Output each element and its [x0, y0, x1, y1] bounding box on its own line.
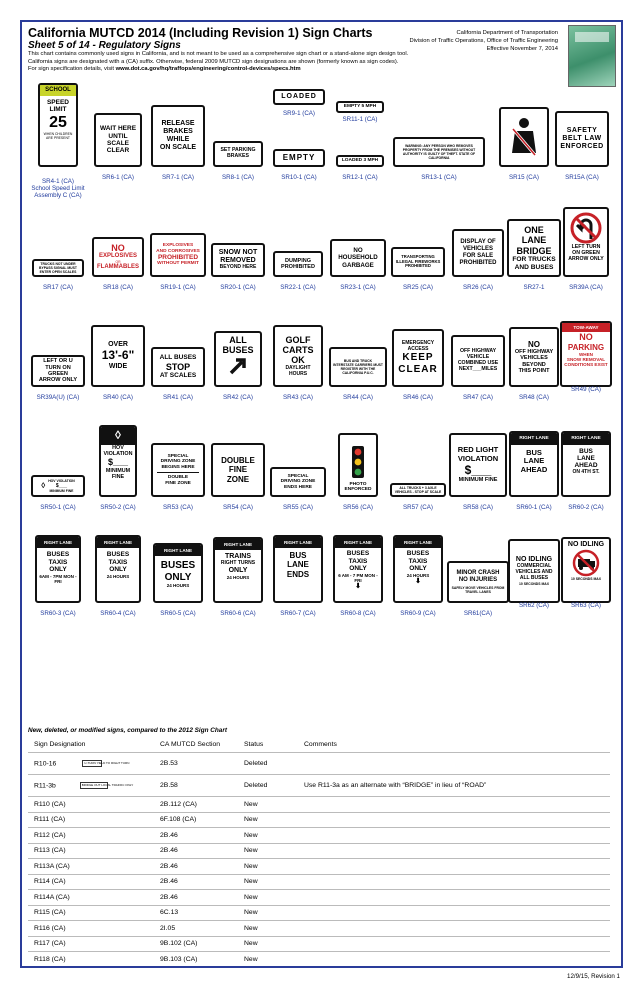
sign-cell: [268, 415, 328, 511]
sign-display-vehicles-prohibited: DISPLAY OF VEHICLES FOR SALE PROHIBITED: [452, 229, 504, 277]
sign-left-or-u-turn: LEFT OR U TURN ON GREEN ARROW ONLY: [31, 355, 85, 387]
sign-release-brakes: RELEASE BRAKES WHILE ON SCALE: [151, 105, 205, 167]
sign-code: SR8-1 (CA): [222, 174, 254, 181]
sign-code: SR10-1 (CA): [281, 174, 317, 181]
sign-cell: [328, 415, 388, 511]
sign-code: SR56 (CA): [343, 504, 373, 511]
sign-cell: [148, 85, 208, 181]
sign-thumbnail: BRIDGE OUT LOCAL TRAFFIC ONLY: [80, 782, 108, 790]
changes-section: [28, 727, 618, 967]
traffic-signal-icon: [351, 446, 365, 478]
table-row: R113 (CA) 2B.46 New: [28, 843, 610, 859]
sign-red-light-violation: RED LIGHT VIOLATION $___ MINIMUM FINE: [449, 433, 507, 497]
sign-hov-violation-horizontal: ◊ HOV VIOLATION $___ MINIMUM FINE: [31, 475, 85, 497]
sign-code: SR4-1 (CA) School Speed Limit Assembly C (CA): [31, 178, 85, 199]
sign-cell: [504, 415, 564, 511]
sign-one-lane-bridge: ONE LANE BRIDGE FOR TRUCKS AND BUSES: [507, 219, 561, 277]
sign-cell: [328, 305, 388, 401]
sign-bus-lane-ahead-street: RIGHT LANE BUS LANE AHEAD ON 4TH ST.: [561, 431, 611, 497]
sign-code: SR9-1 (CA): [283, 110, 315, 117]
sign-code: SR15 (CA): [509, 174, 539, 181]
sign-row-3: [28, 305, 612, 401]
sign-school-speed-limit: SCHOOL SPEED LIMIT 25 WHEN CHILDREN ARE PRESENT: [38, 83, 78, 167]
sign-code: SR60-5 (CA): [160, 610, 196, 617]
sign-code: SR27-1: [523, 284, 545, 291]
sign-cell: [28, 85, 88, 199]
sign-code: SR39A(U) (CA): [36, 394, 80, 401]
sign-no-ohv: NO OFF HIGHWAY VEHICLES BEYOND THIS POINT: [509, 327, 559, 387]
sign-cell: [390, 85, 488, 181]
sign-cell: [88, 305, 148, 401]
sign-cell: [552, 85, 612, 181]
manual-cover-thumbnail: [568, 25, 616, 87]
sign-special-driving-zone-begins: SPECIAL DRIVING ZONE BEGINS HERE DOUBLE FINE ZONE: [151, 443, 205, 497]
table-row: R110 (CA) 2B.112 (CA) New: [28, 797, 610, 813]
column-header: Status: [238, 737, 298, 753]
sign-cell: [268, 85, 330, 181]
sign-cell: [388, 305, 448, 401]
sign-loaded: LOADED: [273, 89, 325, 105]
intro-text: This chart contains commonly used signs in California, and is not meant to be used as a comprehensive sign chart or a stand-alone sign design tool. California signs are designated with a (CA) suffix. Otherwise, federal 2009 MUTCD sign designations are shown (formerly known as sign codes). For sign specification details, visit www.dot.ca.gov/hq/traffops/engineering/control-devices/specs.htm: [28, 51, 409, 73]
sign-code: SR60-6 (CA): [220, 610, 256, 617]
table-row: R114A (CA) 2B.46 New: [28, 890, 610, 906]
sign-cell: [148, 305, 208, 401]
sign-cell: [328, 521, 388, 617]
sign-cell: [268, 521, 328, 617]
sign-code: SR58 (CA): [463, 504, 493, 511]
sign-code: SR17 (CA): [43, 284, 73, 291]
sign-cell: [388, 195, 448, 291]
table-row: R114 (CA) 2B.46 New: [28, 874, 610, 890]
table-header-row: [28, 737, 610, 753]
sign-code: SR57 (CA): [403, 504, 433, 511]
sign-photo-enforced: PHOTO ENFORCED: [338, 433, 378, 497]
sign-code: SR55 (CA): [283, 504, 313, 511]
sign-set-parking-brakes: SET PARKING BRAKES: [213, 141, 263, 167]
sign-buses-taxis-24h: RIGHT LANE BUSES TAXIS ONLY 24 HOURS: [95, 535, 141, 603]
column-header: Sign Designation: [28, 737, 120, 753]
sign-code: SR60-4 (CA): [100, 610, 136, 617]
table-row: R115 (CA) 6C.13 New: [28, 905, 610, 921]
sign-cell: [494, 85, 554, 181]
sign-code: SR60-3 (CA): [40, 610, 76, 617]
sign-cell: [88, 195, 148, 291]
sign-cell: [330, 85, 390, 181]
sign-row-4: [28, 415, 612, 511]
sign-cell: [448, 415, 508, 511]
sign-code: SR13-1 (CA): [421, 174, 457, 181]
sign-cell: [556, 521, 616, 617]
spec-link[interactable]: www.dot.ca.gov/hq/traffops/engineering/control-devices/specs.htm: [115, 66, 301, 73]
sign-bus-lane-ends: RIGHT LANE BUS LANE ENDS: [273, 535, 323, 603]
sign-no-household-garbage: NO HOUSEHOLD GARBAGE: [330, 239, 386, 277]
sign-code: SR25 (CA): [403, 284, 433, 291]
sign-empty-5-mph: EMPTY 5 MPH: [336, 101, 384, 113]
sign-code: SR60-9 (CA): [400, 610, 436, 617]
page-title: California MUTCD 2014 (Including Revision 1) Sign Charts: [28, 26, 373, 40]
diagonal-arrow-icon: [228, 356, 248, 376]
sign-cell: [88, 415, 148, 511]
sign-cell: [148, 521, 208, 617]
sign-carriers-register: BUS AND TRUCK INTERSTATE CARRIERS MUST REGISTER WITH THE CALIFORNIA P.U.C.: [329, 347, 387, 387]
sign-cell: [268, 195, 328, 291]
sign-cell: [28, 305, 88, 401]
sign-all-buses-stop: ALL BUSES STOP AT SCALES: [151, 347, 205, 387]
sign-cell: [28, 521, 88, 617]
sign-loaded-3-mph: LOADED 3 MPH: [336, 155, 384, 167]
revision-date: 12/9/15, Revision 1: [567, 973, 620, 980]
sign-empty: EMPTY: [273, 149, 325, 167]
sign-code: SR62 (CA): [519, 602, 549, 609]
sign-cell: [388, 521, 448, 617]
page-subtitle: Sheet 5 of 14 - Regulatory Signs: [28, 40, 181, 51]
table-row: R116 (CA) 2I.05 New: [28, 921, 610, 937]
sign-no-idling-symbol: NO IDLING 10 SECONDS MAX: [561, 537, 611, 603]
sign-code: SR15A (CA): [565, 174, 599, 181]
sign-trucks-stop-at-scale: ALL TRUCKS + 3 AXLE VEHICLES - STOP AT SCALE: [390, 483, 446, 497]
sign-buses-taxis-arrow-6am: RIGHT LANE BUSES TAXIS ONLY 6 AM - 7 PM MON - FRI ⬇: [333, 535, 383, 603]
sign-special-driving-zone-ends: SPECIAL DRIVING ZONE ENDS HERE: [270, 467, 326, 497]
sign-code: SR60-1 (CA): [516, 504, 552, 511]
diamond-icon: ◊: [101, 427, 135, 445]
sign-no-idling-commercial: NO IDLING COMMERCIAL VEHICLES AND ALL BUSES 10 SECONDS MAX: [508, 539, 560, 603]
arrow-down-icon: ⬇: [415, 578, 421, 586]
sign-code: SR40 (CA): [103, 394, 133, 401]
sign-ohv-combined-use: OFF HIGHWAY VEHICLE COMBINED USE NEXT___MILES: [451, 335, 505, 387]
sign-hov-violation-vertical: ◊ HOV VIOLATION $___ MINIMUM FINE: [99, 425, 137, 497]
table-row: R118 (CA) 9B.103 (CA) New: [28, 952, 610, 968]
column-header: Comments: [298, 737, 610, 753]
sign-code: SR48 (CA): [519, 394, 549, 401]
sign-code: SR6-1 (CA): [102, 174, 134, 181]
sign-explosives-prohibited: EXPLOSIVES AND CORROSIVES PROHIBITED WITHOUT PERMIT: [150, 233, 206, 277]
column-header: CA MUTCD Section: [120, 737, 238, 753]
sign-code: SR7-1 (CA): [162, 174, 194, 181]
sign-code: SR50-1 (CA): [40, 504, 76, 511]
sign-cell: [268, 305, 328, 401]
sign-emergency-access: EMERGENCY ACCESS KEEP CLEAR: [392, 329, 444, 387]
sign-cell: [208, 195, 268, 291]
sign-code: SR22-1 (CA): [280, 284, 316, 291]
sign-cell: [448, 195, 508, 291]
sign-code: SR50-2 (CA): [100, 504, 136, 511]
sign-cell: [208, 521, 268, 617]
sign-row-5: [28, 521, 612, 617]
sign-snow-not-removed: SNOW NOT REMOVED BEYOND HERE: [211, 243, 265, 277]
sign-over-width: OVER 13'-6" WIDE: [91, 325, 145, 387]
sign-code: SR60-7 (CA): [280, 610, 316, 617]
table-row: R11-3b BRIDGE OUT LOCAL TRAFFIC ONLY 2B.58 Deleted Use R11-3a as an alternate with “BRIDGE” in lieu of “ROAD”: [28, 775, 610, 797]
table-row: R10-16 U-TURN YIELD TO RIGHT TURN 2B.53 Deleted: [28, 753, 610, 775]
sign-cell: [556, 415, 616, 511]
sign-all-buses: ALL BUSES: [214, 331, 262, 387]
sign-code: SR49 (CA): [571, 386, 601, 393]
sign-cell: [148, 415, 208, 511]
sign-code: SR23-1 (CA): [340, 284, 376, 291]
sign-cell: [88, 85, 148, 181]
sign-cell: [448, 521, 508, 617]
sign-cell: [208, 305, 268, 401]
sign-code: SR53 (CA): [163, 504, 193, 511]
sign-no-explosives: NO EXPLOSIVES OR FLAMMABLES: [92, 237, 144, 277]
sign-code: SR19-1 (CA): [160, 284, 196, 291]
sign-code: SR47 (CA): [463, 394, 493, 401]
sign-cell: [328, 195, 388, 291]
sign-seatbelt-symbol: [499, 107, 549, 167]
sign-wait-here: WAIT HERE UNTIL SCALE CLEAR: [94, 113, 142, 167]
sign-cell: [208, 85, 268, 181]
organization-block: California Department of Transportation Division of Traffic Operations, Office of Traffic Engineering Effective November 7, 2014: [409, 30, 558, 52]
sign-safety-belt-law: SAFETY BELT LAW ENFORCED: [555, 111, 609, 167]
seatbelt-icon: [505, 115, 543, 159]
sign-buses-taxis-arrow-24h: RIGHT LANE BUSES TAXIS ONLY 24 HOURS ⬇: [393, 535, 443, 603]
sign-cell: [556, 195, 616, 291]
sign-cell: [504, 195, 564, 291]
sign-bus-lane-ahead: RIGHT LANE BUS LANE AHEAD: [509, 431, 559, 497]
table-row: R117 (CA) 9B.102 (CA) New: [28, 936, 610, 952]
table-row: R112 (CA) 2B.46 New: [28, 828, 610, 844]
sign-buses-taxis-6am: RIGHT LANE BUSES TAXIS ONLY 6AM - 7PM MON - FRI: [35, 535, 81, 603]
sign-cell: [448, 305, 508, 401]
header: [28, 25, 618, 75]
sign-code: SR12-1 (CA): [342, 174, 378, 181]
sign-thumbnail: U-TURN YIELD TO RIGHT TURN: [82, 760, 102, 768]
sign-code: SR20-1 (CA): [220, 284, 256, 291]
sign-row-1: [28, 85, 612, 199]
sign-illegal-fireworks: TRANSPORTING ILLEGAL FIREWORKS PROHIBITED: [391, 247, 445, 277]
sign-cell: [556, 305, 616, 401]
sign-buses-only-24h: RIGHT LANE BUSES ONLY 24 HOURS: [153, 543, 203, 603]
no-idling-truck-icon: [572, 549, 600, 577]
sign-cell: [148, 195, 208, 291]
sign-code: SR41 (CA): [163, 394, 193, 401]
table-row: R113A (CA) 2B.46 New: [28, 859, 610, 875]
sign-code: SR43 (CA): [283, 394, 313, 401]
sign-code: SR54 (CA): [223, 504, 253, 511]
no-left-turn-icon: [569, 211, 603, 245]
sign-cell: [88, 521, 148, 617]
diamond-icon: ◊: [41, 481, 46, 491]
changes-table: [28, 737, 610, 967]
changes-title: New, deleted, or modified signs, compared to the 2012 Sign Chart: [28, 727, 227, 734]
sign-code: SR39A (CA): [569, 284, 603, 291]
sign-dumping-prohibited: DUMPING PROHIBITED: [273, 251, 323, 277]
sign-trains-right-turns: RIGHT LANE TRAINS RIGHT TURNS ONLY 24 HOURS: [213, 537, 263, 603]
sign-tow-away-no-parking: TOW-AWAY NO PARKING WHEN SNOW REMOVAL CONDITIONS EXIST: [560, 321, 612, 387]
arrow-down-icon: ⬇: [355, 583, 361, 591]
sign-trucks-bypass: TRUCKS NOT UNDER BYPASS SIGNAL MUST ENTER OPEN SCALES: [32, 259, 84, 277]
sign-theft-warning: WARNING: ANY PERSON WHO REMOVES PROPERTY FROM THE PREMISES WITHOUT AUTHORITY IS GUILTY OF THEFT. STATE OF CALIFORNIA: [393, 137, 485, 167]
sign-code: SR61(CA): [463, 610, 493, 617]
sign-cell: [28, 195, 88, 291]
sign-golf-carts-ok: GOLF CARTS OK DAYLIGHT HOURS: [273, 325, 323, 387]
sign-double-fine-zone: DOUBLE FINE ZONE: [211, 443, 265, 497]
sign-code: SR18 (CA): [103, 284, 133, 291]
sign-left-turn-green-arrow: LEFT TURN ON GREEN ARROW ONLY: [563, 207, 609, 277]
sign-cell: [208, 415, 268, 511]
sign-code: SR63 (CA): [571, 602, 601, 609]
sign-minor-crash: MINOR CRASH NO INJURIES SAFELY MOVE VEHICLES FROM TRAVEL LANES: [447, 561, 509, 603]
sign-cell: [28, 415, 88, 511]
sign-code: SR42 (CA): [223, 394, 253, 401]
sign-code: SR44 (CA): [343, 394, 373, 401]
sign-code: SR60-2 (CA): [568, 504, 604, 511]
sign-code: SR60-8 (CA): [340, 610, 376, 617]
sign-code: SR11-1 (CA): [342, 116, 378, 123]
sign-row-2: [28, 195, 612, 291]
sign-cell: [388, 415, 448, 511]
table-row: R111 (CA) 6F.108 (CA) New: [28, 812, 610, 828]
sign-code: SR26 (CA): [463, 284, 493, 291]
sign-code: SR46 (CA): [403, 394, 433, 401]
